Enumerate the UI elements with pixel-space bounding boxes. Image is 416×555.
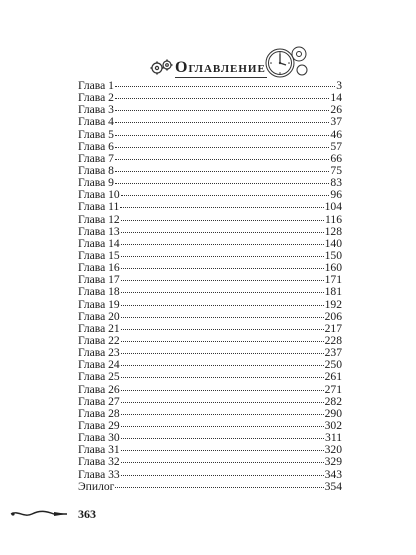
toc-dot-leader (115, 135, 329, 136)
toc-entry-label: Глава 12 (78, 212, 120, 226)
toc-entry-label: Глава 5 (78, 127, 114, 141)
toc-entry-page: 14 (330, 91, 342, 105)
toc-entry (78, 116, 342, 128)
toc-title: Оглавление (175, 59, 266, 76)
toc-entry-page: 237 (324, 346, 342, 360)
toc-entry-label: Глава 18 (78, 285, 120, 299)
toc-dot-leader (115, 171, 329, 172)
toc-entry (78, 311, 342, 323)
toc-entry-page: 261 (324, 370, 342, 384)
toc-dot-leader (121, 450, 324, 451)
toc-entry-page: 192 (324, 297, 342, 311)
toc-entry-label: Глава 17 (78, 273, 120, 287)
toc-dot-leader (115, 122, 329, 123)
toc-dot-leader (115, 183, 329, 184)
toc-dot-leader (121, 280, 324, 281)
toc-entry-label: Глава 29 (78, 418, 120, 432)
toc-entry (78, 299, 342, 311)
toc-entry-page: 217 (324, 321, 342, 335)
toc-dot-leader (121, 377, 324, 378)
toc-entry-label: Глава 19 (78, 297, 120, 311)
toc-entry-page: 271 (324, 382, 342, 396)
toc-dot-leader (121, 244, 324, 245)
quill-flourish-icon (10, 509, 68, 519)
toc-entry (78, 80, 342, 92)
toc-entry-page: 26 (330, 103, 342, 117)
toc-entry-page: 96 (330, 188, 342, 202)
toc-entry (78, 153, 342, 165)
toc-entry-page: 140 (324, 236, 342, 250)
toc-entry-label: Глава 1 (78, 79, 114, 92)
toc-entry-label: Глава 28 (78, 406, 120, 420)
toc-dot-leader (121, 195, 330, 196)
toc-entry-page: 128 (324, 224, 342, 238)
toc-entry-label: Глава 22 (78, 333, 120, 347)
toc-entry-page: 116 (325, 212, 342, 226)
toc-entry (78, 141, 342, 153)
toc-entry-label: Глава 26 (78, 382, 120, 396)
toc-entry (78, 456, 342, 468)
toc-entry-label: Глава 6 (78, 139, 114, 153)
toc-dot-leader (115, 147, 329, 148)
toc-entry-label: Глава 33 (78, 467, 120, 481)
toc-entry-label: Глава 13 (78, 224, 120, 238)
table-of-contents (78, 80, 342, 493)
toc-dot-leader (121, 462, 324, 463)
toc-dot-leader (115, 86, 335, 87)
toc-dot-leader (121, 390, 324, 391)
toc-entry (78, 165, 342, 177)
toc-entry (78, 92, 342, 104)
toc-entry (78, 104, 342, 116)
toc-entry-page: 160 (324, 261, 342, 275)
page-number: 363 (78, 507, 96, 521)
toc-entry-page: 83 (330, 176, 342, 190)
toc-entry-page: 150 (324, 248, 342, 262)
toc-entry-label: Глава 25 (78, 370, 120, 384)
toc-entry-page: 302 (324, 418, 342, 432)
toc-entry-page: 57 (330, 139, 342, 153)
toc-entry (78, 286, 342, 298)
toc-entry-page: 354 (324, 479, 342, 493)
toc-dot-leader (121, 365, 324, 366)
toc-entry (78, 469, 342, 481)
toc-dot-leader (115, 110, 329, 111)
toc-entry-label: Глава 24 (78, 358, 120, 372)
toc-entry-page: 37 (330, 115, 342, 129)
toc-entry-page: 290 (324, 406, 342, 420)
toc-entry-page: 46 (330, 127, 342, 141)
toc-entry (78, 384, 342, 396)
toc-entry-label: Глава 32 (78, 455, 120, 469)
toc-entry (78, 396, 342, 408)
toc-dot-leader (121, 341, 324, 342)
toc-dot-leader (121, 220, 324, 221)
toc-entry-page: 3 (336, 79, 342, 92)
toc-entry (78, 226, 342, 238)
toc-entry-label: Эпилог (78, 479, 115, 493)
toc-entry (78, 201, 342, 213)
toc-dot-leader (121, 329, 324, 330)
toc-dot-leader (121, 232, 324, 233)
toc-dot-leader (121, 317, 324, 318)
toc-entry (78, 214, 342, 226)
toc-entry-label: Глава 10 (78, 188, 120, 202)
toc-entry-label: Глава 15 (78, 248, 120, 262)
toc-entry-label: Глава 23 (78, 346, 120, 360)
toc-dot-leader (121, 414, 324, 415)
toc-entry-label: Глава 20 (78, 309, 120, 323)
toc-entry-page: 329 (324, 455, 342, 469)
toc-header (150, 44, 310, 78)
toc-entry-page: 66 (330, 151, 342, 165)
toc-entry-page: 206 (324, 309, 342, 323)
title-underline (175, 77, 267, 78)
toc-entry (78, 129, 342, 141)
toc-entry-page: 181 (324, 285, 342, 299)
toc-dot-leader (115, 159, 329, 160)
toc-dot-leader (121, 268, 324, 269)
toc-dot-leader (121, 353, 324, 354)
toc-entry-page: 311 (325, 431, 342, 445)
toc-entry (78, 481, 342, 493)
toc-dot-leader (115, 98, 329, 99)
gears-icon (150, 58, 174, 76)
toc-dot-leader (121, 256, 324, 257)
toc-entry-label: Глава 8 (78, 163, 114, 177)
toc-entry-page: 282 (324, 394, 342, 408)
toc-dot-leader (121, 426, 324, 427)
toc-dot-leader (121, 305, 324, 306)
toc-entry-label: Глава 27 (78, 394, 120, 408)
toc-entry-page: 320 (324, 443, 342, 457)
toc-entry-label: Глава 9 (78, 176, 114, 190)
toc-entry-label: Глава 14 (78, 236, 120, 250)
toc-entry-page: 104 (324, 200, 342, 214)
toc-entry-label: Глава 31 (78, 443, 120, 457)
toc-entry-page: 228 (324, 333, 342, 347)
toc-entry-label: Глава 3 (78, 103, 114, 117)
toc-entry-label: Глава 11 (78, 200, 120, 214)
toc-entry-label: Глава 16 (78, 261, 120, 275)
clock-icon (260, 44, 310, 78)
toc-entry-label: Глава 30 (78, 431, 120, 445)
toc-entry-page: 171 (324, 273, 342, 287)
toc-dot-leader (115, 487, 323, 488)
toc-dot-leader (121, 292, 324, 293)
toc-entry-label: Глава 21 (78, 321, 120, 335)
toc-entry-page: 250 (324, 358, 342, 372)
toc-dot-leader (121, 402, 324, 403)
toc-entry-label: Глава 2 (78, 91, 114, 105)
toc-entry-label: Глава 7 (78, 151, 114, 165)
toc-entry (78, 371, 342, 383)
toc-dot-leader (121, 438, 324, 439)
toc-dot-leader (121, 475, 324, 476)
toc-entry-page: 343 (324, 467, 342, 481)
toc-entry-page: 75 (330, 163, 342, 177)
toc-entry-label: Глава 4 (78, 115, 114, 129)
toc-dot-leader (120, 207, 323, 208)
